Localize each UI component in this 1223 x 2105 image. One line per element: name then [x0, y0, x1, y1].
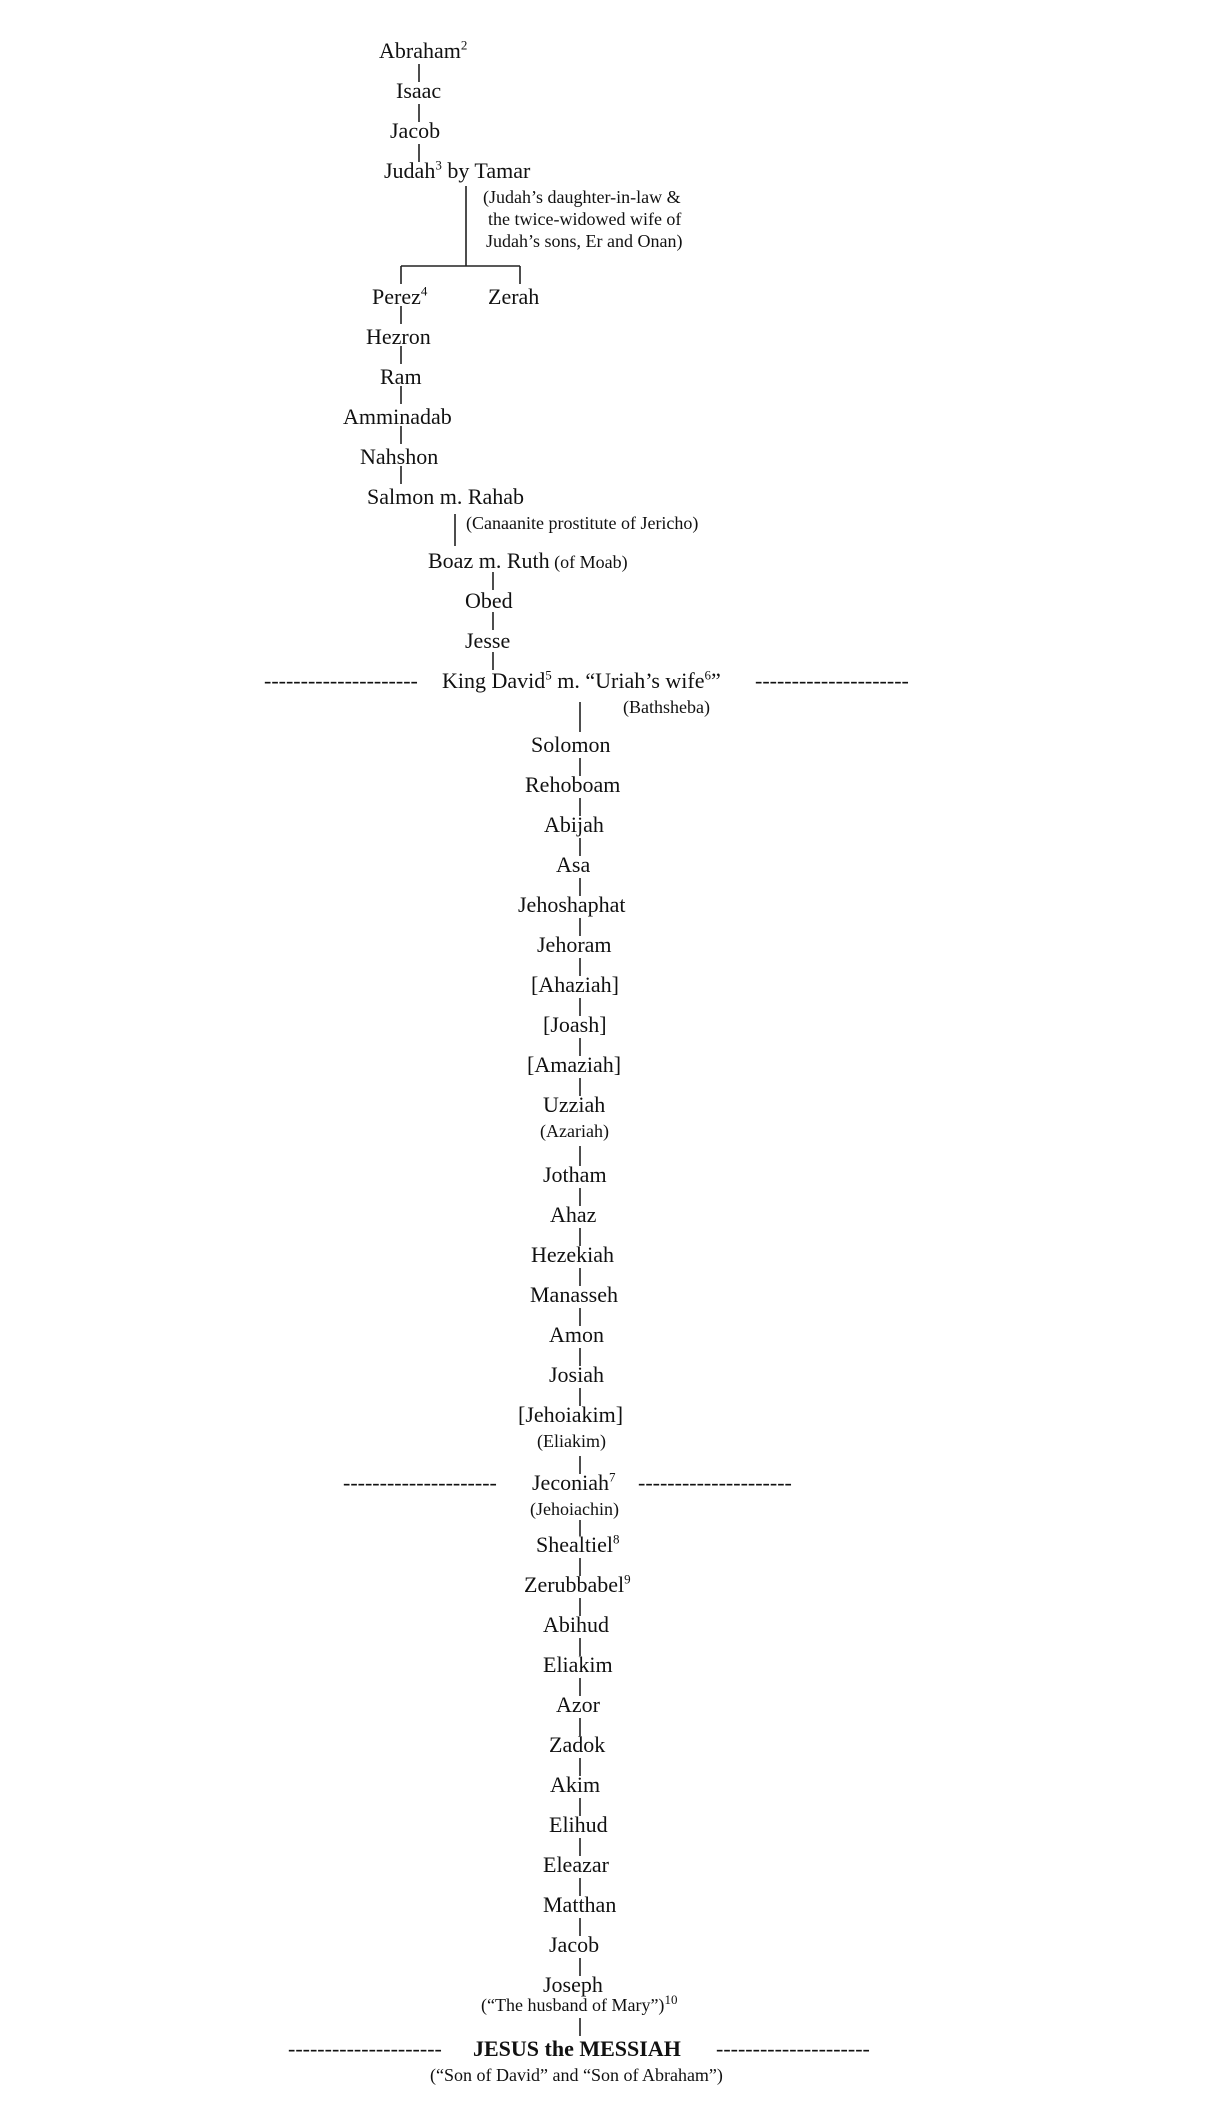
- person-boaz: Boaz m. Ruth (of Moab): [428, 548, 628, 573]
- note-tamar-line2: the twice-widowed wife of: [488, 209, 682, 229]
- person-uzziah: Uzziah: [543, 1092, 606, 1117]
- person-manasseh: Manasseh: [530, 1282, 618, 1307]
- person-josiah: Josiah: [549, 1362, 604, 1387]
- person-eleazar: Eleazar: [543, 1852, 609, 1877]
- person-amaziah: [Amaziah]: [527, 1052, 622, 1077]
- person-matthan: Matthan: [543, 1892, 617, 1917]
- person-solomon: Solomon: [531, 732, 611, 757]
- dash-right-jesus: ---------------------: [716, 2036, 870, 2061]
- person-ahaz: Ahaz: [550, 1202, 597, 1227]
- dash-left-jeconiah: ---------------------: [343, 1470, 497, 1495]
- person-asa: Asa: [556, 852, 591, 877]
- person-abijah: Abijah: [544, 812, 604, 837]
- person-shealtiel: Shealtiel$^8$: [536, 1531, 620, 1557]
- person-king-david: King David$^5$ m. “Uriah’s wife$^6$”: [442, 667, 721, 693]
- note-bathsheba: (Bathsheba): [623, 697, 710, 717]
- person-joash: [Joash]: [543, 1012, 607, 1037]
- person-elihud: Elihud: [549, 1812, 608, 1837]
- person-abihud: Abihud: [543, 1612, 609, 1637]
- person-jacob-patriarch: Jacob: [390, 118, 441, 143]
- person-akim: Akim: [550, 1772, 601, 1797]
- person-jeconiah: Jeconiah$^7$: [532, 1469, 616, 1495]
- person-perez: Perez$^4$: [372, 283, 428, 309]
- dash-right-jeconiah: ---------------------: [638, 1470, 792, 1495]
- dash-right-david: ---------------------: [755, 668, 909, 693]
- person-zadok: Zadok: [549, 1732, 606, 1757]
- person-ahaziah: [Ahaziah]: [531, 972, 619, 997]
- person-rehoboam: Rehoboam: [525, 772, 621, 797]
- person-azor: Azor: [556, 1692, 600, 1717]
- note-son-of-david-abraham: (“Son of David” and “Son of Abraham”): [430, 2065, 723, 2085]
- person-jehoshaphat: Jehoshaphat: [518, 892, 626, 917]
- person-amon: Amon: [549, 1322, 604, 1347]
- note-husband-of-mary: (“The husband of Mary”)$^{10}$: [481, 1992, 678, 2015]
- person-hezron: Hezron: [366, 324, 431, 349]
- person-joseph: Joseph: [543, 1972, 603, 1997]
- person-jotham: Jotham: [543, 1162, 607, 1187]
- person-jacob-father-of-joseph: Jacob: [549, 1932, 600, 1957]
- person-jesse: Jesse: [465, 628, 511, 653]
- person-amminadab: Amminadab: [343, 404, 452, 429]
- dash-left-jesus: ---------------------: [288, 2036, 442, 2061]
- person-jehoiakim: [Jehoiakim]: [518, 1402, 624, 1427]
- person-salmon: Salmon m. Rahab: [367, 484, 525, 509]
- person-zerah: Zerah: [488, 284, 540, 309]
- person-hezekiah: Hezekiah: [531, 1242, 615, 1267]
- person-isaac: Isaac: [396, 78, 442, 103]
- person-eliakim: Eliakim: [543, 1652, 613, 1677]
- person-judah: Judah$^3$ by Tamar: [384, 157, 531, 183]
- note-tamar-line1: (Judah’s daughter-in-law &: [483, 187, 681, 207]
- person-jehoram: Jehoram: [537, 932, 612, 957]
- note-tamar-line3: Judah’s sons, Er and Onan): [486, 231, 683, 251]
- person-nahshon: Nahshon: [360, 444, 439, 469]
- note-jehoiachin: (Jehoiachin): [530, 1499, 619, 1519]
- note-eliakim: (Eliakim): [537, 1431, 606, 1451]
- person-jesus-the-messiah: JESUS the MESSIAH: [473, 2036, 681, 2061]
- dash-left-david: ---------------------: [264, 668, 418, 693]
- note-azariah: (Azariah): [540, 1121, 609, 1141]
- note-rahab: (Canaanite prostitute of Jericho): [466, 513, 699, 533]
- person-zerubbabel: Zerubbabel$^9$: [524, 1571, 631, 1597]
- person-obed: Obed: [465, 588, 513, 613]
- person-abraham: Abraham$^2$: [379, 37, 468, 63]
- person-ram: Ram: [380, 364, 422, 389]
